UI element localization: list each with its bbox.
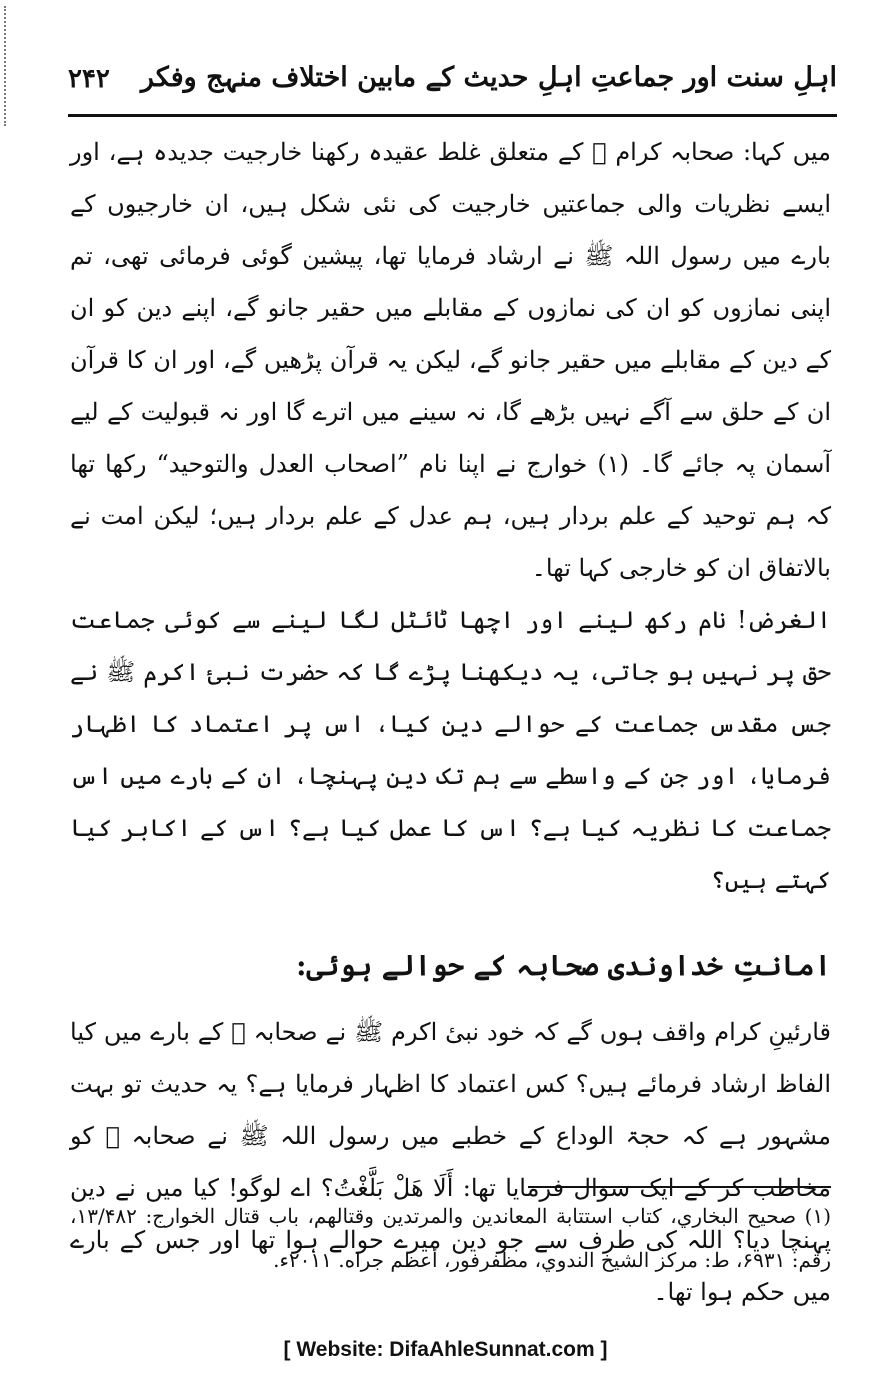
header-rule [68, 114, 837, 117]
footnotes [70, 1194, 831, 1282]
paragraph-3: قارئینِ کرام واقف ہوں گے کہ خود نبیٔ اکرم ﷺ نے صحابہ ﷢ کے بارے میں کیا الفاظ ارشاد فرمائے ہیں؟ کس اعتماد کا اظہار فرمایا ہے؟ یہ حدیث تو بہت مشہور ہے کہ حجۃ الوداع کے خطبے میں رسول اللہ ﷺ نے صحابہ ﷢ کو مخاطب کر کے ایک سوال فرمایا تھا: أَلَا هَلْ بَلَّغْتُ؟ اے لوگو! کیا میں نے دین پہنچا دیا؟ اللہ کی طرف سے جو دین میرے حوالے ہوا تھا اور جس کے بارے میں حکم ہوا تھا۔ [70, 1018, 831, 1306]
section-heading: امانتِ خداوندی صحابہ کے حوالے ہوئی: [296, 949, 831, 982]
page-number: ۲۴۲ [68, 64, 110, 94]
footnote-rule [528, 1186, 831, 1188]
header-title: اہلِ سنت اور جماعتِ اہلِ حدیث کے مابین اختلاف منہج وفکر [140, 62, 837, 93]
main-text [70, 126, 831, 1318]
footnote-text: صحيح البخاري، كتاب استتابة المعاندين والمرتدين وقتالهم، باب قتال الخوارج: ۱۳/۴۸۲، رقم: ۶۹۳۱، ط: مركز الشيخ الندوي، مظفرفور، أعظم جراه. ۲۰۱۱ء. [70, 1204, 831, 1272]
paragraph-2: الغرض! نام رکھ لینے اور اچھا ٹائٹل لگا لینے سے کوئی جماعت حق پر نہیں ہو جاتی، یہ دیکھنا پڑے گا کہ حضرت نبیٔ اکرم ﷺ نے جس مقدس جماعت کے حوالے دین کیا، اس پر اعتماد کا اظہار فرمایا، اور جن کے واسطے سے ہم تک دین پہنچا، ان کے بارے میں اس جماعت کا نظریہ کیا ہے؟ اس کا عمل کیا ہے؟ اس کے اکابر کیا کہتے ہیں؟ [70, 606, 831, 894]
paragraph-1: میں کہا: صحابہ کرام ﷢ کے متعلق غلط عقیدہ رکھنا خارجیت جدیدہ ہے، اور ایسے نظریات والی جماعتیں خارجیت کی نئی شکل ہیں، ان خارجیوں کے بارے میں رسول اللہ ﷺ نے ارشاد فرمایا تھا، پیشین گوئی فرمائی تھی، تم اپنی نمازوں کو ان کی نمازوں کے مقابلے میں حقیر جانو گے، اپنے دین کو ان کے دین کے مقابلے میں حقیر جانو گے، لیکن یہ قرآن پڑھیں گے، اور ان کا قرآن ان کے حلق سے آگے نہیں بڑھے گا، نہ سینے میں اترے گا اور نہ قبولیت کے لیے آسمان پہ جائے گا۔ (۱) خوارج نے اپنا نام ”اصحاب العدل والتوحید“ رکھا تھا کہ ہم توحید کے علم بردار ہیں، ہم عدل کے علم بردار ہیں؛ لیکن امت نے بالاتفاق ان کو خارجی کہا تھا۔ [70, 138, 832, 582]
footnote-marker: (۱) [804, 1204, 832, 1228]
running-header [68, 58, 837, 110]
margin-dots [4, 6, 8, 126]
footnote-1 [70, 1194, 831, 1282]
website-watermark: [ Website: DifaAhleSunnat.com ] [283, 1338, 608, 1361]
